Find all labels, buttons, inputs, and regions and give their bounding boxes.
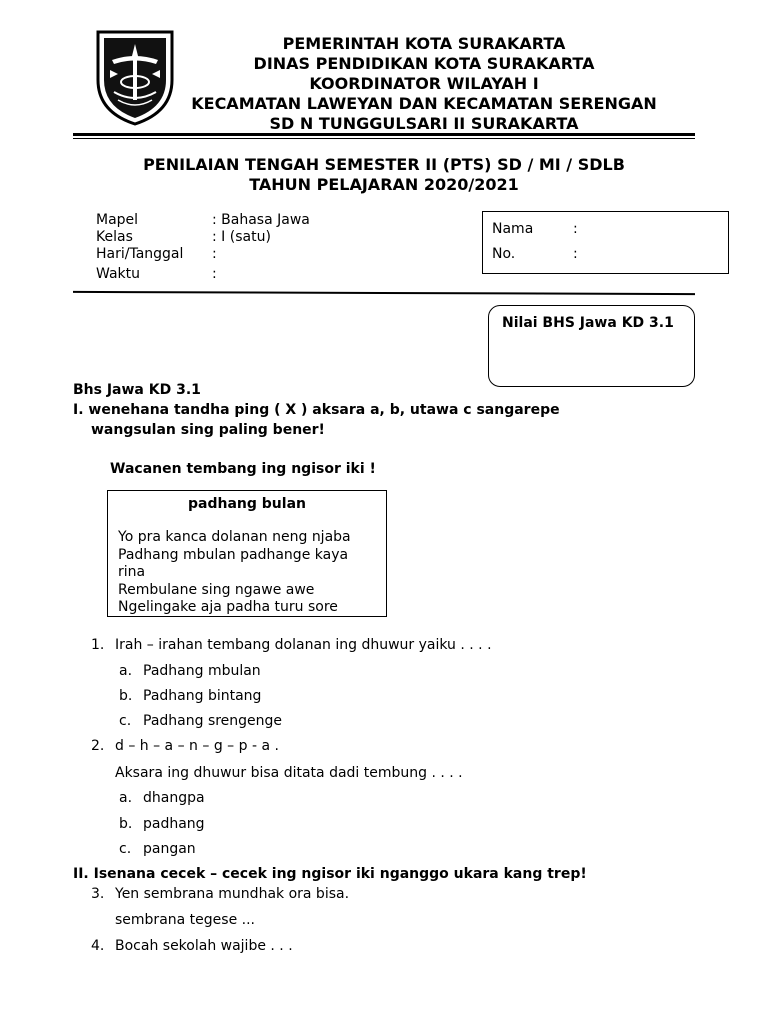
header-divider-thick <box>73 133 695 136</box>
exam-title: PENILAIAN TENGAH SEMESTER II (PTS) SD / MI / SDLB <box>143 155 625 174</box>
question-number: 1. <box>91 637 105 653</box>
meta-value-mapel: : Bahasa Jawa <box>212 212 310 228</box>
reading-instruction: Wacanen tembang ing ngisor iki ! <box>110 461 376 477</box>
question-subtext: sembrana tegese ... <box>115 912 255 928</box>
poem-line: rina <box>118 564 146 580</box>
meta-label-mapel: Mapel <box>96 212 139 228</box>
score-box <box>488 305 695 387</box>
question-number: 3. <box>91 886 105 902</box>
section2-heading: II. Isenana cecek – cecek ing ngisor iki nganggo ukara kang trep! <box>73 866 587 882</box>
question-number: 4. <box>91 938 105 954</box>
poem-line: Padhang mbulan padhange kaya <box>118 546 349 563</box>
option-text: pangan <box>143 841 196 857</box>
score-label: Nilai BHS Jawa KD 3.1 <box>502 315 674 331</box>
poem-box <box>107 490 387 617</box>
meta-value-kelas: : I (satu) <box>212 229 271 245</box>
student-info-box <box>482 211 729 274</box>
poem-line: Rembulane sing ngawe awe <box>118 581 315 598</box>
question-text: Irah – irahan tembang dolanan ing dhuwur yaiku . . . . <box>115 637 492 653</box>
poem-lines <box>118 529 384 617</box>
kop-line-3: KOORDINATOR WILAYAH I <box>309 74 539 93</box>
question-text: d – h – a – n – g – p - a . <box>115 738 279 754</box>
meta-label-waktu: Waktu <box>96 266 140 282</box>
section1-instruction-line1: I. wenehana tandha ping ( X ) aksara a, b, utawa c sangarepe <box>73 402 560 418</box>
poem-line: Ngelingake aja padha turu sore <box>118 599 338 615</box>
city-emblem-logo <box>96 30 174 126</box>
nama-label: Nama <box>492 221 534 237</box>
option-text: padhang <box>143 816 205 832</box>
poem-title: padhang bulan <box>188 496 306 512</box>
meta-divider <box>73 291 695 295</box>
question-subtext: Aksara ing dhuwur bisa ditata dadi tembung . . . . <box>115 765 463 781</box>
option-letter: c. <box>119 713 132 729</box>
kop-line-4: KECAMATAN LAWEYAN DAN KECAMATAN SERENGAN <box>191 94 657 113</box>
question-text: Bocah sekolah wajibe . . . <box>115 938 293 954</box>
option-letter: b. <box>119 688 133 704</box>
no-colon: : <box>573 246 578 262</box>
meta-value-hari: : <box>212 246 217 262</box>
question-number: 2. <box>91 738 105 754</box>
question-text: Yen sembrana mundhak ora bisa. <box>115 886 350 902</box>
header-divider-thin <box>73 138 695 139</box>
option-text: Padhang srengenge <box>143 713 283 729</box>
option-letter: b. <box>119 816 133 832</box>
meta-label-hari: Hari/Tanggal <box>96 246 184 262</box>
option-letter: c. <box>119 841 132 857</box>
kop-line-2: DINAS PENDIDIKAN KOTA SURAKARTA <box>253 54 595 73</box>
option-text: Padhang mbulan <box>143 663 261 679</box>
kop-line-1: PEMERINTAH KOTA SURAKARTA <box>282 34 566 53</box>
meta-value-waktu: : <box>212 266 217 282</box>
meta-label-kelas: Kelas <box>96 229 133 245</box>
option-letter: a. <box>119 663 133 679</box>
option-text: Padhang bintang <box>143 688 262 704</box>
option-text: dhangpa <box>143 790 205 806</box>
nama-colon: : <box>573 221 578 237</box>
section1-instruction-line2: wangsulan sing paling bener! <box>91 422 325 438</box>
section-kd-label: Bhs Jawa KD 3.1 <box>73 382 201 398</box>
option-letter: a. <box>119 790 133 806</box>
kop-line-5: SD N TUNGGULSARI II SURAKARTA <box>269 114 579 133</box>
poem-line: Yo pra kanca dolanan neng njaba <box>118 529 351 545</box>
exam-year: TAHUN PELAJARAN 2020/2021 <box>249 175 519 194</box>
no-label: No. <box>492 246 516 262</box>
